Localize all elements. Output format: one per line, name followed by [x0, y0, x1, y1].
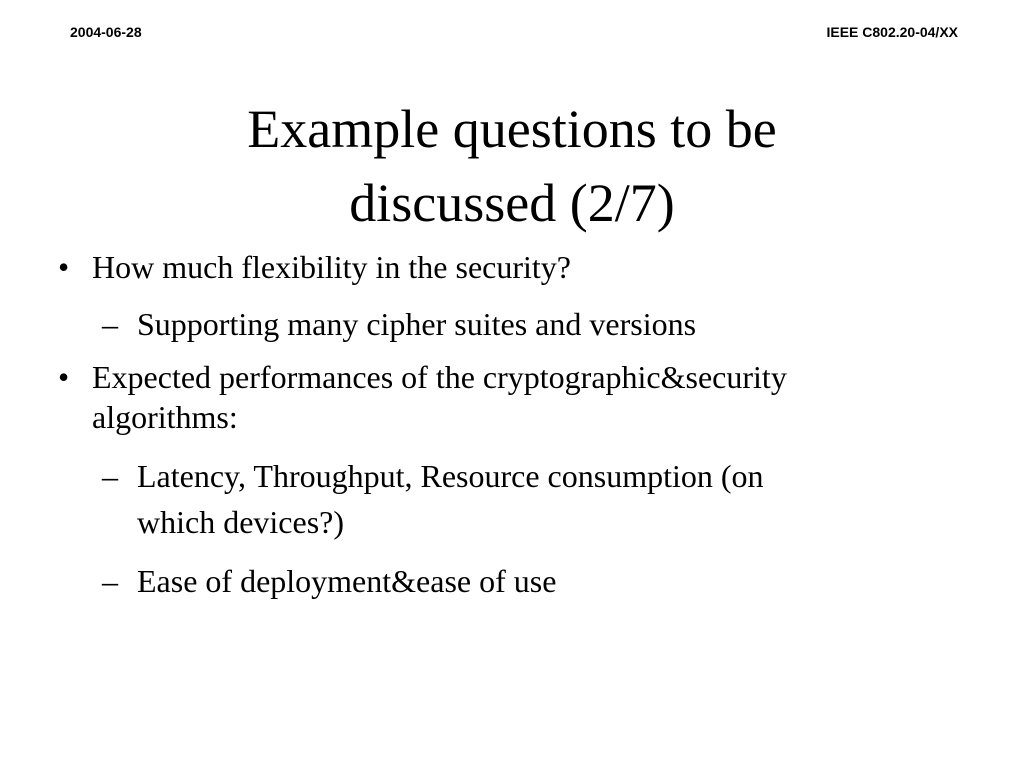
- bullet-marker: •: [58, 359, 70, 395]
- slide-title-line-2: discussed (2/7): [349, 173, 675, 233]
- sub-bullet-text: Ease of deployment&ease of use: [137, 563, 557, 599]
- header-document-id: IEEE C802.20-04/XX: [826, 24, 958, 40]
- sub-bullet-marker: –: [102, 563, 118, 599]
- slide-title: [0, 92, 1024, 240]
- sub-bullet-marker: –: [102, 306, 118, 342]
- bullet-marker: •: [58, 249, 70, 285]
- bullet-text: How much flexibility in the security?: [92, 249, 571, 285]
- slide-title-line-1: Example questions to be: [247, 99, 777, 159]
- sub-bullet-marker: –: [102, 458, 118, 494]
- sub-bullet-text: Supporting many cipher suites and versions: [137, 306, 697, 342]
- bullet-text-line-2: algorithms:: [92, 399, 238, 435]
- sub-bullet-text-line-2: which devices?): [137, 504, 345, 540]
- sub-bullet-text-line-1: Latency, Throughput, Resource consumption (on: [137, 458, 764, 494]
- header-date: 2004-06-28: [70, 24, 142, 40]
- bullet-text-line-1: Expected performances of the cryptographic&security: [92, 359, 787, 395]
